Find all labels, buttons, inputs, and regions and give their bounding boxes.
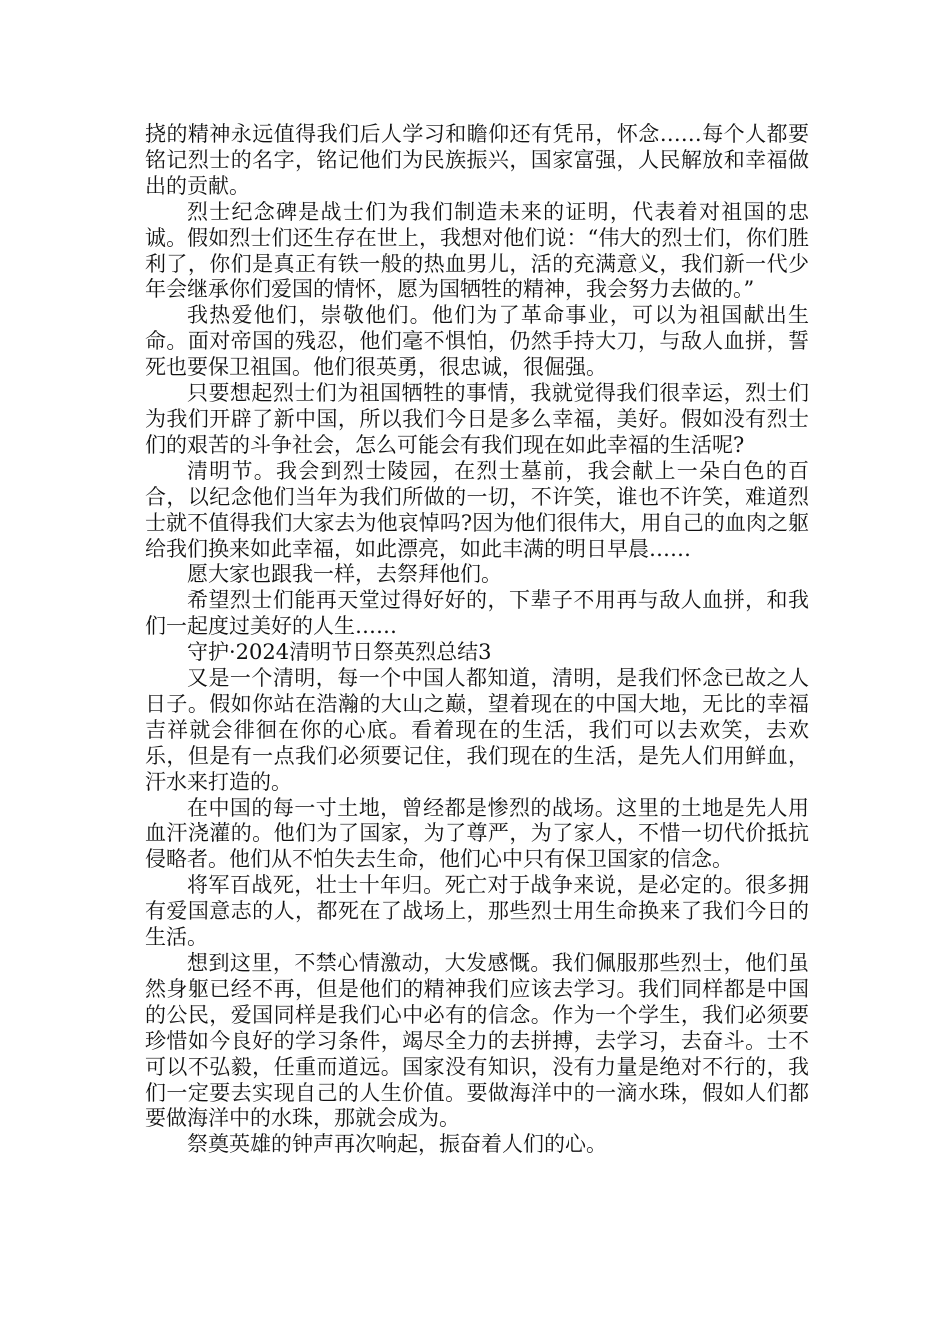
paragraph-reflection: 想到这里，不禁心情激动，大发感慨。我们佩服那些烈士，他们虽然身躯已经不再，但是他们的精神我们应该去学习。我们同样都是中国的公民，爱国同样是我们心中必有的信念。作为一个学生，我们必须要珍惜如今良好的学习条件，竭尽全力的去拼搏，去学习，去奋斗。士不可以不弘毅，任重而道远。国家没有知识，没有力量是绝对不行的，我们一定要去实现自己的人生价值。要做海洋中的一滴水珠，假如人们都要做海洋中的水珠，那就会成为。 xyxy=(145,951,809,1131)
paragraph-general: 将军百战死，壮士十年归。死亡对于战争来说，是必定的。很多拥有爱国意志的人，都死在了战场上，那些烈士用生命换来了我们今日的生活。 xyxy=(145,873,809,950)
paragraph-fortunate: 只要想起烈士们为祖国牺牲的事情，我就觉得我们很幸运，烈士们为我们开辟了新中国，所以我们今日是多么幸福，美好。假如没有烈士们的艰苦的斗争社会，怎么可能会有我们现在如此幸福的生活呢? xyxy=(145,381,809,457)
paragraph-continuation: 挠的精神永远值得我们后人学习和瞻仰还有凭吊，怀念……每个人都要铭记烈士的名字，铭记他们为民族振兴，国家富强，人民解放和幸福做出的贡献。 xyxy=(145,122,809,198)
paragraph-qingming-visit: 清明节。我会到烈士陵园，在烈士墓前，我会献上一朵白色的百合，以纪念他们当年为我们所做的一切，不许笑，谁也不许笑，难道烈士就不值得我们大家去为他哀悼吗?因为他们很伟大，用自己的血肉之躯给我们换来如此幸福，如此漂亮，如此丰满的明日早晨…… xyxy=(145,458,809,561)
paragraph-another-qingming: 又是一个清明，每一个中国人都知道，清明，是我们怀念已故之人日子。假如你站在浩瀚的大山之巅，望着现在的中国大地，无比的幸福吉祥就会徘徊在你的心底。看着现在的生活，我们可以去欢笑，去欢乐，但是有一点我们必须要记住，我们现在的生活，是先人们用鲜血，汗水来打造的。 xyxy=(145,666,809,794)
paragraph-bell: 祭奠英雄的钟声再次响起，振奋着人们的心。 xyxy=(187,1132,607,1157)
paragraph-monument: 烈士纪念碑是战士们为我们制造未来的证明，代表着对祖国的忠诚。假如烈士们还生存在世上，我想对他们说：“伟大的烈士们，你们胜利了，你们是真正有铁一般的热血男儿，活的充满意义，我们新一代少年会继承你们爱国的情怀，愿为国牺牲的精神，我会努力去做的。” xyxy=(145,199,809,302)
section-heading: 守护·2024清明节日祭英烈总结3 xyxy=(187,640,492,665)
paragraph-love-respect: 我热爱他们，崇敬他们。他们为了革命事业，可以为祖国献出生命。面对帝国的残忍，他们毫不惧怕，仍然手持大刀，与敌人血拼，誓死也要保卫祖国。他们很英勇，很忠诚，很倔强。 xyxy=(145,303,809,380)
paragraph-worship: 愿大家也跟我一样，去祭拜他们。 xyxy=(187,562,502,587)
document-page xyxy=(145,122,809,1158)
paragraph-hope: 希望烈士们能再天堂过得好好的，下辈子不用再与敌人血拼，和我们一起度过美好的人生…… xyxy=(145,588,809,639)
paragraph-battlefield: 在中国的每一寸土地，曾经都是惨烈的战场。这里的土地是先人用血汗浇灌的。他们为了国家，为了尊严，为了家人，不惜一切代价抵抗侵略者。他们从不怕失去生命，他们心中只有保卫国家的信念。 xyxy=(145,795,809,872)
